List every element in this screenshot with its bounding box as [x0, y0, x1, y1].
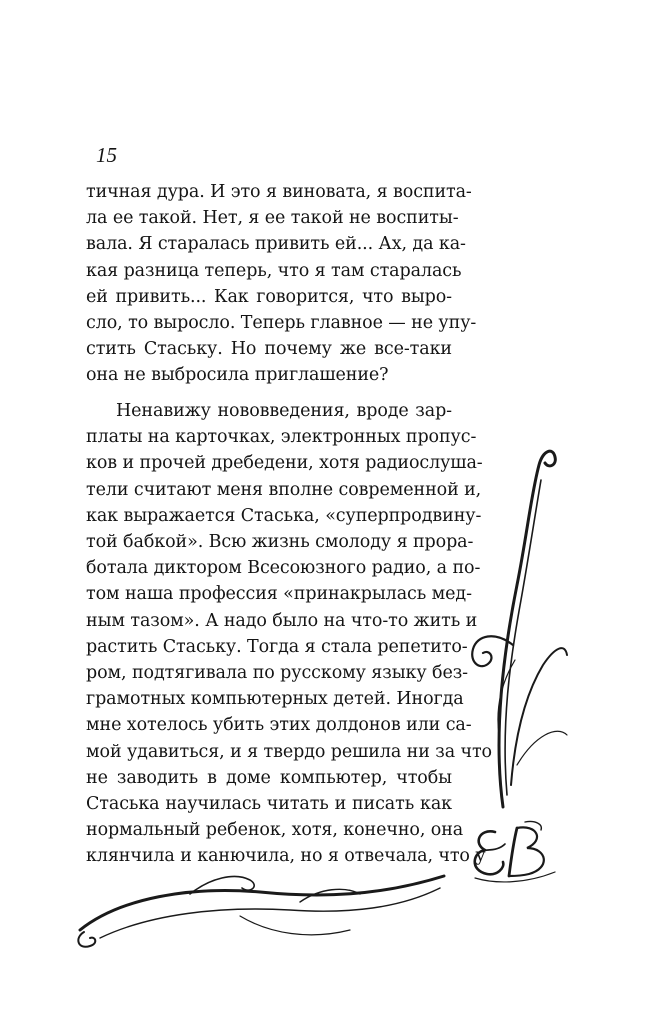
text-line: ла ее такой. Нет, я ее такой не воспиты- — [86, 208, 459, 229]
text-line: той бабкой». Всю жизнь смолоду я прора- — [86, 532, 474, 553]
text-line: платы на карточках, электронных пропус- — [86, 427, 477, 448]
paragraph-2 — [86, 398, 492, 870]
text-line: грамотных компьютерных детей. Иногда — [86, 689, 464, 710]
text-line: тели считают меня вполне современной и, — [86, 479, 482, 500]
text-line: нормальный ребенок, хотя, конечно, она — [86, 820, 464, 841]
text-line: сло, то выросло. Теперь главное — не упу- — [86, 313, 477, 334]
page-number: 15 — [96, 143, 117, 167]
text-line: кая разница теперь, что я там старалась — [86, 260, 462, 281]
text-line: вала. Я старалась привить ей... Ах, да ка- — [86, 234, 466, 255]
text-line: ром, подтягивала по русскому языку без- — [86, 663, 468, 684]
text-line: не заводить в доме компьютер, чтобы — [86, 767, 452, 788]
text-line: том наша профессия «принакрылась мед- — [86, 584, 472, 605]
vertical-flourish-ornament — [455, 435, 575, 815]
text-line: ков и прочей дребедени, хотя радиослуша- — [86, 453, 483, 474]
text-line: ботала диктором Всесоюзного радио, а по- — [86, 558, 481, 579]
paragraph-1 — [86, 179, 477, 389]
horizontal-flourish-ornament — [60, 858, 450, 958]
text-line: Ненавижу нововведения, вроде зар- — [116, 401, 452, 421]
text-line: ей привить... Как говорится, что выро- — [86, 286, 452, 307]
text-line: мне хотелось убить этих долдонов или са- — [86, 715, 472, 736]
text-line: тичная дура. И это я виновата, я воспита- — [86, 182, 472, 202]
text-line: как выражается Стаська, «суперпродвину- — [86, 505, 482, 526]
text-line: клянчила и канючила, но я отвечала, что у — [86, 846, 486, 867]
text-line: растить Стаську. Тогда я стала репетито- — [86, 636, 468, 657]
text-line: стить Стаську. Но почему же все-таки — [86, 339, 452, 360]
text-line: она не выбросила приглашение? — [86, 365, 389, 386]
text-line: Стаська научилась читать и писать как — [86, 794, 452, 815]
text-line: ным тазом». А надо было на что-то жить и — [86, 610, 478, 631]
monogram-ornament — [465, 818, 565, 888]
text-line: мой удавиться, и я твердо решила ни за что — [86, 741, 492, 762]
